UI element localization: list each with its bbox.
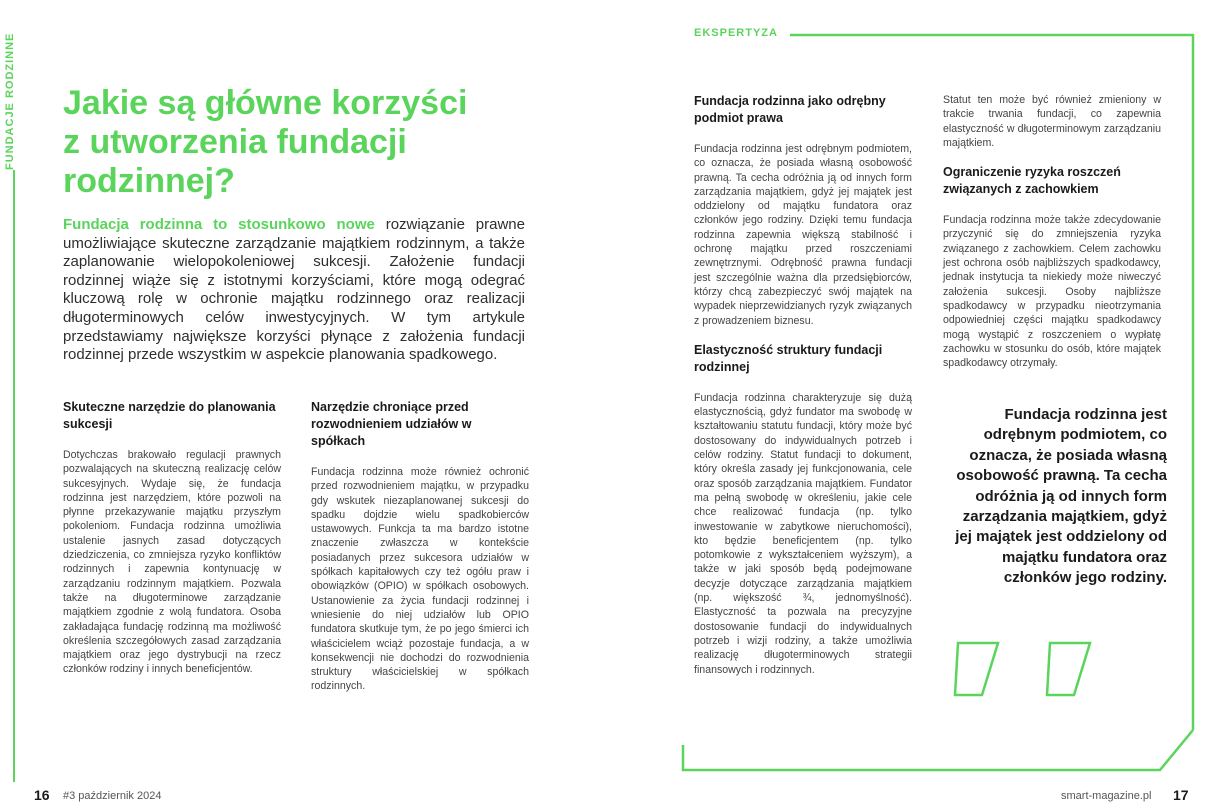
pull-quote: Fundacja rodzinna jest odrębnym podmiotem, co oznacza, że posiada własną osobowość prawną. Ta cecha odróżnia ją od innych form zarządzania majątkiem, gdyż jej majątek jest oddzielony od majątku fundatora oraz członków jego rodziny. xyxy=(955,406,1167,587)
side-section-label: FUNDACJE RODZINNE xyxy=(4,32,16,170)
section-body: Fundacja rodzinna charakteryzuje się dużą elastycznością, gdyż fundator ma swobodę w kształtowaniu statutu fundacji, który może być dostosowany do indywidualnych potrzeb i celów rodziny. Statut fundacji to dokument, który określa zasady jej funkcjonowania, cele oraz sposób zarządzania majątkiem. Fundator ma pełną swobodę w określeniu, jakie cele chce realizować fundacja (np. tylko inwestowanie w zabytkowe nieruchomości), kto będzie beneficjentem (np. tylko potomkowie z wykształceniem wyższym), a także w jaki sposób będą podejmowane decyzje dotyczące zarządzania majątkiem (np. większość ¾, jednomyślność). Elastyczność ta pozwala na precyzyjne dostosowanie fundacji do indywidualnych potrzeb i wizji rodziny, a także umożliwia realizację długoterminowych strategii finansowych i rodzinnych. xyxy=(694,391,912,676)
quote-mark-left-icon xyxy=(955,643,998,695)
column-4 xyxy=(943,93,1161,370)
lead-highlight: Fundacja rodzinna to stosunkowo nowe xyxy=(63,216,375,233)
section-label: EKSPERTYZA xyxy=(694,27,778,39)
lead-paragraph xyxy=(63,216,525,365)
side-accent-line xyxy=(13,170,15,782)
column-3 xyxy=(694,93,912,677)
section-body: Fundacja rodzinna jest odrębnym podmiotem, co oznacza, że posiada własną osobowość prawną. Ta cecha odróżnia ją od innych form zarządzania majątkiem, gdyż jej majątek jest oddzielony od majątku fundatora oraz członków jego rodziny. Dzięki temu fundacja rodzinna zapewnia większą stabilność i ochronę majątku przed roszczeniami zewnętrznymi. Odrębność prawna fundacji jest szczególnie ważna dla przedsiębiorców, którzy chcą zabezpieczyć swój majątek na wypadek nieprzewidzianych ryzyk związanych z prowadzeniem biznesu. xyxy=(694,143,912,327)
section-heading: Ograniczenie ryzyka roszczeń związanych z zachowkiem xyxy=(943,165,1121,197)
section-body: Statut ten może być również zmieniony w trakcie trwania fundacji, co zapewnia elastyczność w długoterminowym zarządzaniu majątkiem. xyxy=(943,94,1161,149)
column-2 xyxy=(311,399,529,694)
section-body: Dotychczas brakowało regulacji prawnych pozwalających na skuteczną realizację celów sukcesyjnych. Wydaje się, że fundacja rodzinna jest narzędziem, które pozwoli na płynne przekazywanie majątku przyszłym pokoleniom. Fundacja rodzinna umożliwia ustalenie jasnych zasad dotyczących dziedziczenia, co zmniejsza ryzyko konfliktów rodzinnych i zapewnia kontynuację w zarządzaniu rodzinnym majątkiem. Pozwala także na długoterminowe zarządzanie majątkiem zgodnie z wolą fundatora. Osoba zakładająca fundację rodzinną ma możliwość określenia szczegółowych zasad zarządzania majątkiem oraz jego dystrybucji na rzecz członków rodziny i innych beneficjentów. xyxy=(63,449,281,676)
left-page-number: 16 xyxy=(34,787,50,803)
section-heading: Elastyczność struktury fundacji rodzinnej xyxy=(694,342,883,374)
section-body: Fundacja rodzinna może również ochronić przed rozwodnieniem majątku, w przypadku gdy wskutek niezaplanowanej sukcesji do spadku dojdzie wielu spadkobierców ustawowych. Funkcja ta ma bardzo istotne znaczenie zwłaszcza w kontekście posiadanych przez sukcesora udziałów w spółkach kapitałowych czy też ogółu praw i obowiązków (OPIO) w spółkach osobowych. Ustanowienie za życia fundacji rodzinnej i wniesienie do niej udziałów lub OPIO fundatora skutkuje tym, że po jego śmierci ich właścicielem wciąż pozostaje fundacja, a w konsekwencji nie dochodzi do rozwodnienia struktury właścicielskiej w spółkach rodzinnych. xyxy=(311,466,529,693)
right-page-number: 17 xyxy=(1173,787,1189,803)
article-title: Jakie są główne korzyści z utworzenia fundacji rodzinnej? xyxy=(63,84,468,200)
section-heading: Skuteczne narzędzie do planowania sukcesji xyxy=(63,400,276,431)
section-heading: Fundacja rodzinna jako odrębny podmiot prawa xyxy=(694,94,886,125)
frame-bottom-line xyxy=(683,730,1193,770)
website-label: smart-magazine.pl xyxy=(1061,790,1152,802)
issue-label: #3 październik 2024 xyxy=(63,790,162,802)
column-1 xyxy=(63,399,281,677)
quote-mark-right-icon xyxy=(1047,643,1090,695)
section-body: Fundacja rodzinna może także zdecydowanie przyczynić się do zmniejszenia ryzyka związanego z zachowkiem. Celem zachowku jest ochrona osób najbliższych spadkodawcy, jednak instytucja ta niekiedy może niweczyć założenia sukcesji. Osoby najbliższe spadkodawcy w przypadku nieotrzymania odpowiedniej części majątku spadkodawcy mogą wystąpić z roszczeniem o wypłatę zachowku w stosunku do osób, które majątek spadkodawcy otrzymały. xyxy=(943,214,1161,370)
section-heading: Narzędzie chroniące przed rozwodnieniem udziałów w spółkach xyxy=(311,400,472,448)
lead-text: rozwiązanie prawne umożliwiające skuteczne zarządzanie majątkiem rodzinnym, a także zaplanowanie wielopokoleniowej sukcesji. Założenie fundacji rodzinnej wiąże się z istotnymi korzyściami, które mogą odegrać kluczową rolę w ochronie majątku rodzinnego oraz realizacji długoterminowych celów inwestycyjnych. W tym artykule przedstawiamy największe korzyści płynące z założenia fundacji rodzinnej przede wszystkim w aspekcie planowania spadkowego. xyxy=(63,216,525,364)
